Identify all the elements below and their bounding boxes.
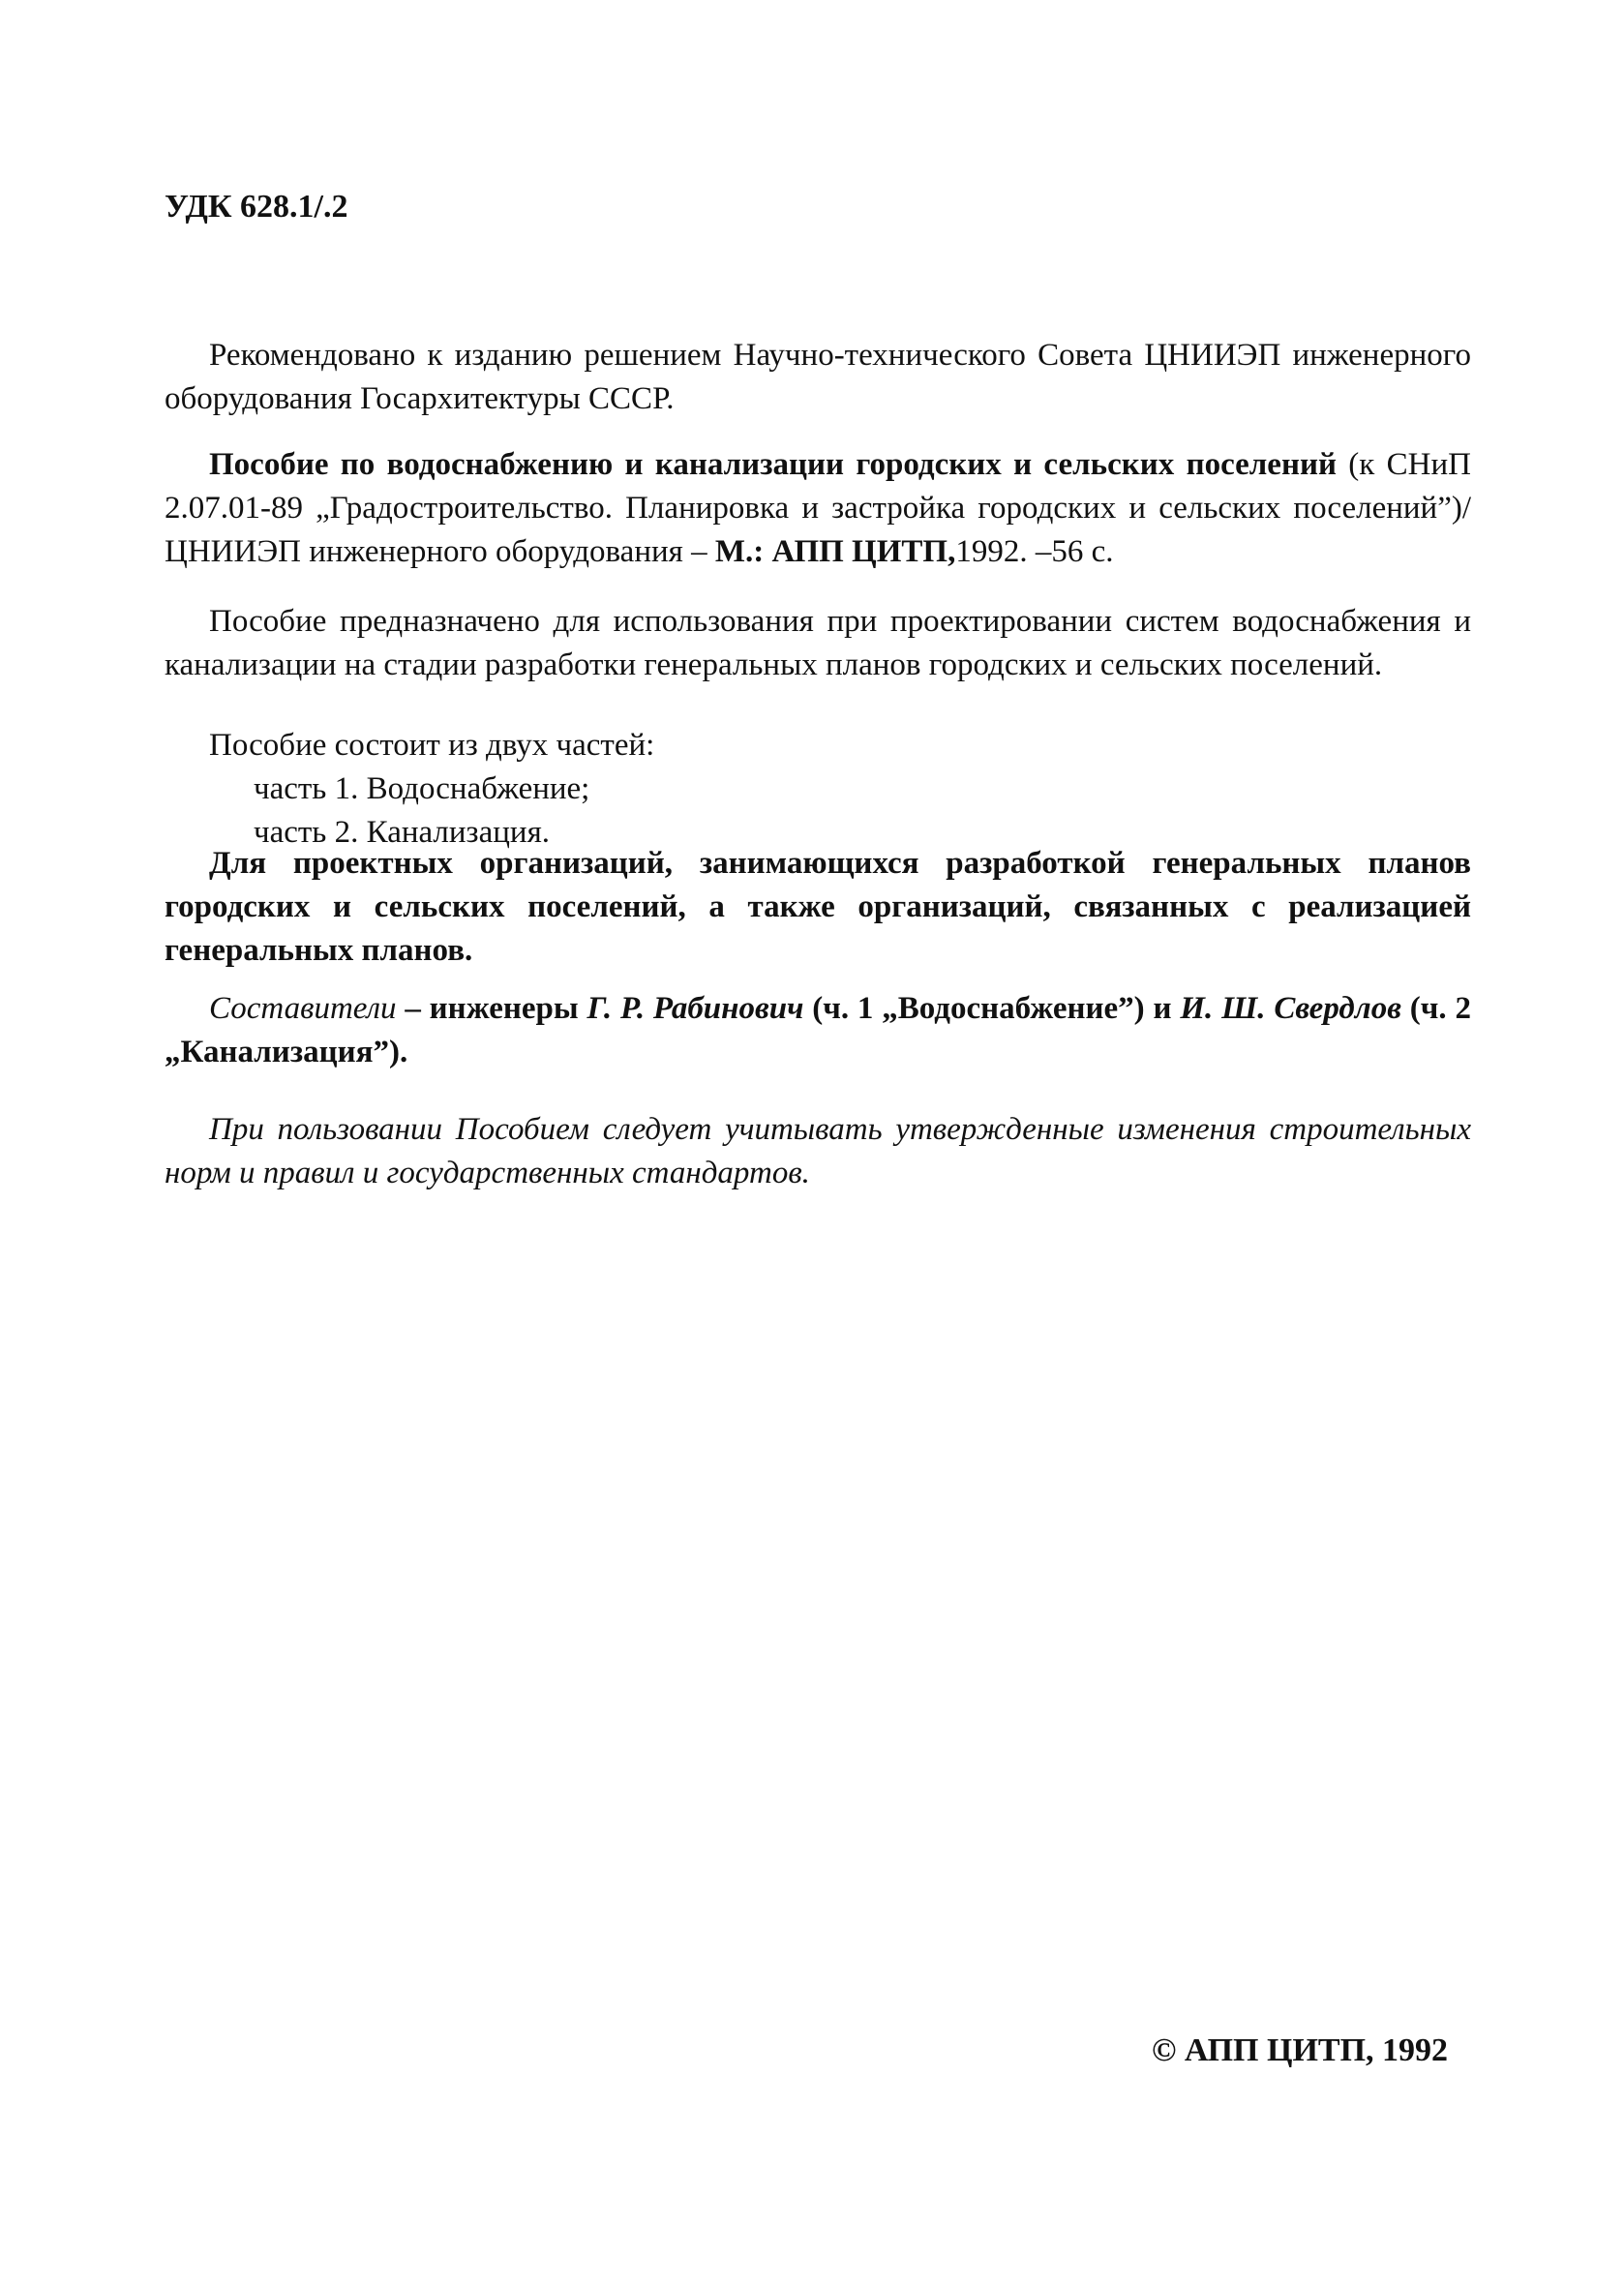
authors-paragraph bbox=[165, 987, 1471, 1074]
purpose-paragraph bbox=[165, 600, 1471, 687]
copyright-notice: © АПП ЦИТП, 1992 bbox=[1152, 2032, 1449, 2068]
parts-intro: Пособие состоит из двух частей: bbox=[209, 728, 655, 763]
audience-text: Для проектных организаций, занимающихся разработкой генеральных планов городских и сельских поселений, а также организаций, связанных с реализацией генеральных планов. bbox=[165, 846, 1471, 968]
authors-dash-text: – инженеры bbox=[396, 991, 587, 1026]
parts-section bbox=[165, 724, 1471, 767]
purpose-text: Пособие предназначено для использования при проектировании систем водоснабжения и канализации на стадии разработки генеральных планов городских и сельских поселений. bbox=[165, 604, 1471, 682]
author-2: И. Ш. Свердлов bbox=[1180, 991, 1401, 1026]
list-item: часть 2. Канализация. bbox=[254, 815, 550, 850]
bibliography-publisher: М.: АПП ЦИТП, bbox=[714, 534, 956, 569]
author-2-part: (ч. 2 „Канализация”). bbox=[165, 991, 1471, 1069]
bibliography-paragraph bbox=[165, 443, 1471, 574]
bibliography-details: (к СНиП 2.07.01-89 „Градостроительство. Планировка и застройка городских и сельских поселений”)/ЦНИИЭП инженерного оборудования – bbox=[165, 447, 1471, 569]
note-text: При пользовании Пособием следует учитывать утвержденные изменения строительных норм и правил и государственных стандартов. bbox=[165, 1112, 1471, 1190]
recommendation-paragraph bbox=[165, 334, 1471, 421]
author-1: Г. Р. Рабинович bbox=[586, 991, 804, 1026]
udk-code: УДК 628.1/.2 bbox=[165, 189, 348, 225]
audience-paragraph bbox=[165, 842, 1471, 973]
note-paragraph bbox=[165, 1108, 1471, 1195]
authors-label: Составители bbox=[209, 991, 397, 1026]
list-item: часть 1. Водоснабжение; bbox=[254, 771, 590, 806]
bibliography-title: Пособие по водоснабжению и канализации городских и сельских поселений bbox=[209, 447, 1337, 482]
recommendation-text: Рекомендовано к изданию решением Научно-технического Совета ЦНИИЭП инженерного оборудования Госархитектуры СССР. bbox=[165, 338, 1471, 416]
author-1-part: (ч. 1 „Водоснабжение”) и bbox=[803, 991, 1181, 1026]
bibliography-year-pages: 1992. –56 с. bbox=[955, 534, 1114, 569]
